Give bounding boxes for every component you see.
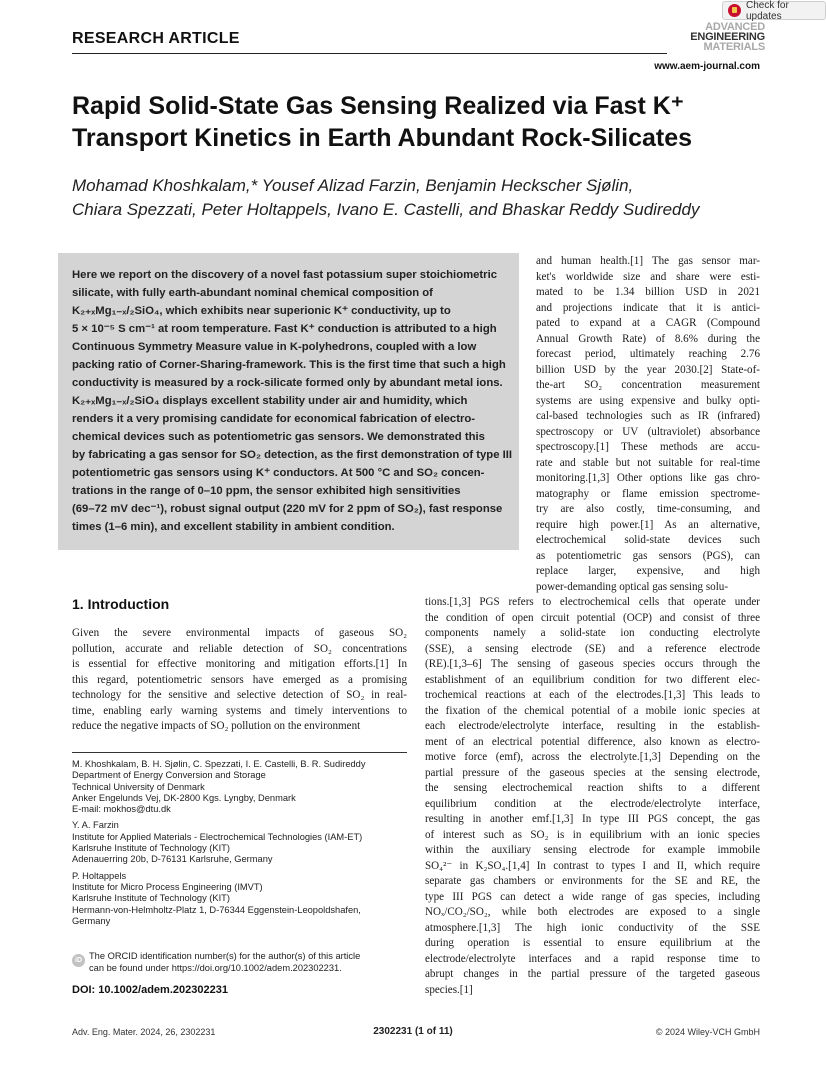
- abstract-line: K₂₊ₓMg₁₋ₓ/₂SiO₄, which exhibits near superionic K⁺ conductivity, up to: [72, 305, 451, 317]
- abstract-line: renders it a very promising candidate for economical fabrication of electro-: [72, 413, 476, 425]
- orcid-text: [89, 951, 409, 974]
- paragraph-line: systems are using expensive and bulky opti-: [536, 394, 760, 407]
- abstract-line: packing ratio of Corner-Sharing-framework. This is the first time that such a high: [72, 359, 506, 371]
- paragraph-line: ket's worldwide size and share were esti-: [536, 270, 760, 283]
- journal-logo: [670, 22, 765, 54]
- section-heading-introduction: 1. Introduction: [72, 596, 170, 612]
- paragraph-line: the sensing electrochemical reaction shifts to a different: [425, 782, 760, 794]
- doi-link[interactable]: DOI: 10.1002/adem.202302231: [72, 984, 228, 996]
- affiliation-line: M. Khoshkalam, B. H. Sjølin, C. Spezzati, I. E. Castelli, B. R. Sudireddy: [72, 759, 366, 769]
- paragraph-line: motive force (emf), across the electrolyte.[1,3] Depending on the: [425, 751, 760, 763]
- affiliation-block: [72, 871, 412, 927]
- paragraph-line: the condition of open circuit potential (OCP) and consist of three: [425, 611, 760, 624]
- abstract-line: potentiometric gas sensors using K⁺ conductors. At 500 °C and SO₂ concen-: [72, 467, 485, 479]
- footer-citation: Adv. Eng. Mater. 2024, 26, 2302231: [72, 1027, 216, 1037]
- author-line: Mohamad Khoshkalam,* Yousef Alizad Farzin, Benjamin Heckscher Sjølin,: [72, 176, 634, 195]
- affiliation-line: Adenauerring 20b, D-76131 Karlsruhe, Germany: [72, 854, 273, 865]
- paragraph-line: reduce the negative impacts of SO₂ pollution on the environment: [72, 720, 361, 732]
- abstract-line: chemical devices such as potentiometric gas sensors. We demonstrated this: [72, 431, 485, 443]
- affiliation-line: E-mail: mokhos@dtu.dk: [72, 804, 171, 815]
- paragraph-line: NOₓ/CO₂/SO₂, while both electrodes are exposed to a single: [425, 906, 760, 918]
- check-for-updates-button[interactable]: [722, 1, 826, 20]
- paragraph-line: species.[1]: [425, 983, 473, 996]
- abstract-line: (69–72 mV dec⁻¹), robust signal output (220 mV for 2 ppm of SO₂), fast response: [72, 503, 503, 515]
- paragraph-line: Given the severe environmental impacts of gaseous SO₂: [72, 627, 407, 639]
- abstract-line: times (1–6 min), and excellent stability in ambient condition.: [72, 521, 395, 533]
- paragraph-line: ment of an electrical potential difference, also known as electro-: [425, 735, 760, 748]
- paragraph-line: the-art SO₂ concentration measurement: [536, 379, 760, 391]
- affiliation-line: Institute for Micro Process Engineering (IMVT): [72, 881, 263, 892]
- logo-line-3: MATERIALS: [703, 41, 765, 53]
- paragraph-line: replace larger, expensive, and high: [536, 565, 760, 577]
- paragraph-line: forecast period, ultimately reaching 2.76: [536, 348, 760, 360]
- check-for-updates-label: Check for updates: [746, 0, 789, 22]
- affiliation-line: Karlsruhe Institute of Technology (KIT): [72, 893, 230, 904]
- paragraph-line: spectroscopy.[1] These methods are accu-: [536, 441, 760, 453]
- paragraph-line: partial pressure of the gaseous species at the sensing electrode,: [425, 766, 760, 779]
- logo-line-1: ADVANCED: [705, 21, 765, 33]
- body-text-left: [72, 626, 407, 735]
- affiliation-line: Department of Energy Conversion and Storage: [72, 770, 266, 781]
- paragraph-line: cal-based technologies such as IR (infrared): [536, 410, 760, 422]
- affiliation-line: Technical University of Denmark: [72, 781, 205, 792]
- abstract-line: trations in the range of 0–10 ppm, the sensor exhibited high sensitivities: [72, 485, 461, 497]
- paragraph-line: rate and stable but not suitable for real-time: [536, 456, 760, 469]
- paragraph-line: abrupt changes in the partial pressure of the targeted gaseous: [425, 968, 760, 980]
- paragraph-line: atmosphere.[1,3] The high ionic conductivity of the SSE: [425, 921, 760, 934]
- abstract-line: Continuous Symmetry Measure value in K-polyhedrons, coupled with a low: [72, 341, 477, 353]
- paragraph-line: components namely a solid-state ion conducting electrolyte: [425, 627, 760, 639]
- abstract-line: by fabricating a gas sensor for SO₂ detection, as the first demonstration of type III: [72, 449, 513, 461]
- paragraph-line: require high power.[1] As an alternative,: [536, 518, 760, 531]
- paragraph-line: billion USD by the year 2030.[2] State-of-: [536, 363, 760, 376]
- footer-copyright: © 2024 Wiley-VCH GmbH: [655, 1027, 760, 1037]
- paragraph-line: technology for the sensitive and selective detection of SO₂ in real-: [72, 689, 407, 701]
- logo-line-2: ENGINEERING: [690, 31, 765, 43]
- author-list: [72, 174, 772, 222]
- paragraph-line: and human health.[1] The gas sensor mar-: [536, 255, 760, 267]
- author-line: Chiara Spezzati, Peter Holtappels, Ivano E. Castelli, and Bhaskar Reddy Sudireddy: [72, 200, 700, 219]
- paragraph-line: within the auxiliary sensing electrode for example immobile: [425, 844, 760, 856]
- paragraph-line: and projections indicate that it is antici-: [536, 301, 760, 314]
- affiliation-line: Institute for Applied Materials - Electrochemical Technologies (IAM-ET): [72, 831, 363, 842]
- paragraph-line: the fixation of the chemical potential of a mobile ionic species at: [425, 704, 760, 717]
- paragraph-line: during operation is essential to ensure equilibrium at the: [425, 937, 760, 949]
- affiliation-line: Hermann-von-Helmholtz-Platz 1, D-76344 Eggenstein-Leopoldshafen,: [72, 904, 361, 915]
- affiliation-line: Germany: [72, 915, 111, 926]
- paragraph-line: trochemical reactions at each of the electrodes.[1,3] This leads to: [425, 689, 760, 701]
- paragraph-line: try are also costly, time-consuming, and: [536, 503, 760, 515]
- affiliation-line: P. Holtappels: [72, 870, 127, 881]
- paragraph-line: electrode/electrolyte interfaces and a rapid response time to: [425, 952, 760, 965]
- paragraph-line: (RE).[1,3–6] The sensing of gaseous species occurs through the: [425, 658, 760, 670]
- footer-page-number: 2302231 (1 of 11): [373, 1026, 453, 1037]
- paragraph-line: this regard, potentiometric sensors have emerged as a promising: [72, 673, 407, 686]
- abstract: [72, 266, 513, 536]
- body-text-right-lower: [425, 595, 760, 998]
- paragraph-line: as potentiometric gas sensors (PGS), can: [536, 549, 760, 562]
- paragraph-line: pated to expand at a CAGR (Compound: [536, 317, 760, 329]
- paragraph-line: (SSE), a sensing electrode (SE) and a reference electrode: [425, 642, 760, 655]
- orcid-line: The ORCID identification number(s) for the author(s) of this article: [89, 951, 361, 961]
- abstract-line: Here we report on the discovery of a novel fast potassium super stoichiometric: [72, 269, 498, 281]
- affiliation-line: Anker Engelunds Vej, DK-2800 Kgs. Lyngby, Denmark: [72, 792, 296, 803]
- affiliation-divider: [72, 752, 407, 753]
- affiliation-line: Y. A. Farzin: [72, 820, 119, 831]
- paragraph-line: SO₄²⁻ in K₂SO₄.[1,4] In contrast to types I and II, which require: [425, 859, 760, 872]
- paragraph-line: establishment of an equilibrium condition for two different elec-: [425, 673, 760, 686]
- paragraph-line: Annual Growth Rate) of 8.6% during the: [536, 332, 760, 345]
- paragraph-line: monitoring.[1,3] Other options like gas chro-: [536, 472, 760, 484]
- paragraph-line: separate gas chambers or environments for the SE and RE, the: [425, 875, 760, 887]
- paragraph-line: equilibrium condition at the electrode/electrolyte interface,: [425, 797, 760, 810]
- header-divider: [72, 53, 667, 54]
- paragraph-line: type III PGS can detect a wide range of gas species, including: [425, 890, 760, 903]
- orcid-icon: iD: [72, 954, 85, 967]
- journal-url-link[interactable]: www.aem-journal.com: [654, 61, 760, 72]
- abstract-line: K₂₊ₓMg₁₋ₓ/₂SiO₄ displays excellent stability under air and humidity, which: [72, 395, 468, 407]
- abstract-line: 5 × 10⁻⁵ S cm⁻¹ at room temperature. Fast K⁺ conduction is attributed to a high: [72, 323, 497, 335]
- paragraph-line: time, enabling early warning systems and timely interventions to: [72, 704, 407, 717]
- body-text-right-upper: [536, 254, 760, 595]
- paragraph-line: power-demanding optical gas sensing solu-: [536, 580, 729, 593]
- paragraph-line: pollution, accurate and reliable detection of SO₂ concentrations: [72, 642, 407, 655]
- affiliations: [72, 759, 412, 932]
- paragraph-line: each electrode/electrolyte interface, resulting in the establish-: [425, 720, 760, 732]
- paragraph-line: tions.[1,3] PGS refers to electrochemical cells that operate under: [425, 596, 760, 608]
- crossmark-icon: [728, 4, 741, 17]
- paragraph-line: resulting in another emf.[1,3] In type III PGS concept, the gas: [425, 813, 760, 825]
- article-title: Rapid Solid-State Gas Sensing Realized via Fast K⁺ Transport Kinetics in Earth Abundant Rock-Silicates: [72, 92, 693, 152]
- paragraph-line: of interest such as SO₂ is in equilibrium with an ionic species: [425, 828, 760, 841]
- orcid-line[interactable]: can be found under https://doi.org/10.1002/adem.202302231.: [89, 962, 342, 973]
- paragraph-line: electrochemical solid-state devices such: [536, 534, 760, 546]
- paragraph-line: spectroscopy or UV (ultraviolet) absorbance: [536, 425, 760, 438]
- affiliation-block: [72, 759, 412, 815]
- paragraph-line: is essential for effective monitoring and mitigation efforts.[1] In: [72, 658, 407, 670]
- affiliation-block: [72, 820, 412, 865]
- section-label: RESEARCH ARTICLE: [72, 30, 240, 47]
- paragraph-line: matography or flame emission spectrome-: [536, 487, 760, 500]
- affiliation-line: Karlsruhe Institute of Technology (KIT): [72, 843, 230, 854]
- abstract-line: silicate, with fully earth-abundant nominal chemical composition of: [72, 287, 433, 299]
- abstract-line: conductivity is measured by a rock-silicate formed only by abundant metal ions.: [72, 377, 503, 389]
- paragraph-line: mated to be 1.34 billion USD in 2021: [536, 286, 760, 298]
